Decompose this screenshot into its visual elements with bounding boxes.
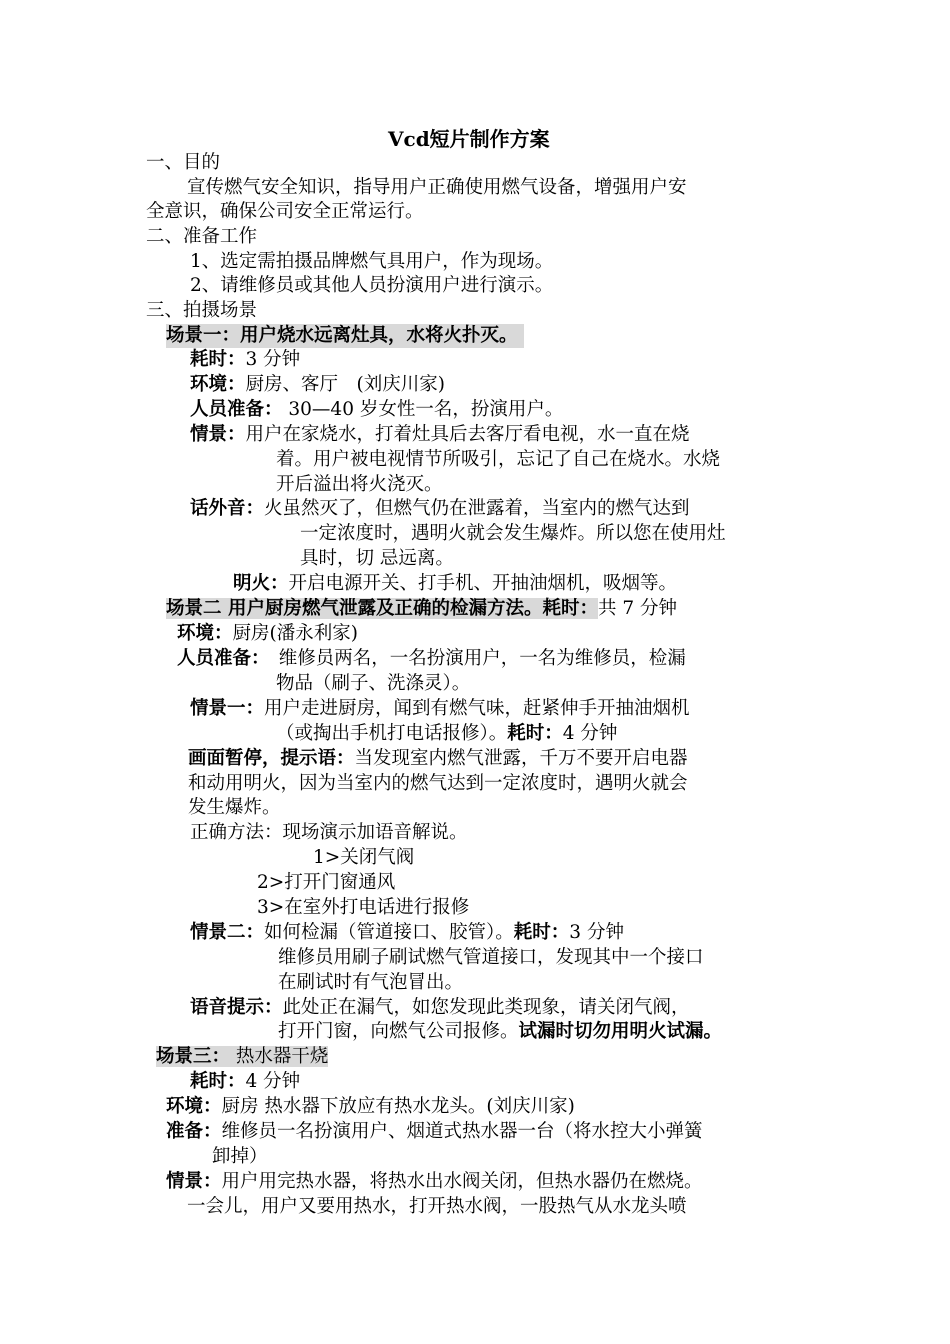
paragraph-line: 发生爆炸。: [188, 797, 281, 818]
paragraph-line: 一定浓度时，遇明火就会发生爆炸。所以您在使用灶: [300, 523, 726, 544]
label: 耗时：: [513, 922, 570, 943]
label: 耗时：: [190, 349, 246, 370]
value: 4 分钟: [245, 1071, 301, 1092]
page-title: Vcd短片制作方案: [388, 127, 550, 151]
value: 3 分钟: [245, 349, 301, 370]
paragraph-line: 卸掉）: [212, 1146, 268, 1167]
scene2-method-intro: 正确方法：现场演示加语音解说。: [190, 822, 468, 843]
label: 话外音：: [190, 498, 265, 519]
scene3-heading-row: [156, 1045, 328, 1069]
scene2-plot1-cont: [276, 722, 617, 746]
scene2-voice-tip-cont: [278, 1020, 722, 1044]
value: 用户用完热水器，将热水出水阀关闭，但热水器仍在燃烧。: [221, 1171, 703, 1192]
warning: 试漏时切勿用明火试漏。: [518, 1021, 723, 1042]
paragraph-line: 宣传燃气安全知识，指导用户正确使用燃气设备，增强用户安: [187, 177, 687, 198]
paragraph-line: 和动用明火，因为当室内的燃气达到一定浓度时，遇明火就会: [188, 773, 688, 794]
scene3-plot: [166, 1170, 703, 1194]
label: 情景二：: [190, 922, 265, 943]
value: 火虽然灭了，但燃气仍在泄露着，当室内的燃气达到: [264, 498, 690, 519]
value: 维修员两名，一名扮演用户，一名为维修员，检漏: [260, 648, 686, 669]
value: 用户在家烧水，打着灶具后去客厅看电视，水一直在烧: [245, 424, 690, 445]
paragraph-line: 维修员用刷子刷试燃气管道接口，发现其中一个接口: [278, 947, 704, 968]
value: 厨房、客厅 (刘庆川家): [245, 374, 445, 395]
value: 打开门窗，向燃气公司报修。: [278, 1021, 519, 1042]
value: 开启电源开关、打手机、开抽油烟机，吸烟等。: [288, 573, 678, 594]
scene1-staff: [190, 398, 563, 422]
paragraph-line: 全意识，确保公司安全正常运行。: [146, 201, 424, 222]
scene3-heading: [156, 1046, 328, 1067]
value: 3 分钟: [569, 922, 624, 943]
scene2-plot2: [190, 921, 624, 945]
value: 如何检漏（管道接口、胶管）。: [264, 922, 514, 943]
scene2-pause: [188, 747, 688, 771]
scene3-environment: [166, 1095, 575, 1119]
value: 此处正在漏气，如您发现此类现象，请关闭气阀，: [282, 997, 690, 1018]
label: 环境：: [166, 1096, 222, 1117]
scene1-heading: 场景一：用户烧水远离灶具，水将火扑灭。: [166, 324, 524, 348]
paragraph-line: 具时，切 忌远离。: [300, 548, 454, 569]
section-heading-scenes: 三、拍摄场景: [146, 300, 258, 321]
scene2-staff: [177, 647, 686, 671]
label: 人员准备：: [190, 399, 283, 420]
scene3-preparation: [166, 1120, 703, 1144]
scene3-time: [190, 1070, 300, 1094]
scene1-time: [190, 348, 300, 372]
scene1-environment: [190, 373, 445, 397]
value: 用户走进厨房，闻到有燃气味，赶紧伸手开抽油烟机: [264, 698, 690, 719]
list-item: 2、请维修员或其他人员扮演用户进行演示。: [190, 275, 554, 296]
label: 人员准备：: [177, 648, 261, 669]
label: 环境：: [190, 374, 246, 395]
scene2-plot1: [190, 697, 690, 721]
paragraph-line: 物品（刷子、洗涤灵）。: [276, 673, 471, 694]
section-heading-preparation: 二、准备工作: [146, 226, 258, 247]
paragraph-line: 开后溢出将火浇灭。: [276, 474, 443, 495]
value: 热水器干烧: [230, 1046, 329, 1067]
scene2-environment: [177, 622, 358, 646]
value: 当发现室内燃气泄露，千万不要开启电器: [354, 748, 688, 769]
label: 语音提示：: [190, 997, 283, 1018]
list-item: 2>打开门窗通风: [257, 872, 396, 893]
section-heading-purpose: 一、目的: [146, 152, 221, 173]
label: 画面暂停，提示语：: [188, 748, 355, 769]
label: 情景：: [190, 424, 246, 445]
scene2-heading-time: 共 7 分钟: [597, 598, 677, 619]
label: 情景：: [166, 1171, 222, 1192]
value: 厨房(潘永利家): [232, 623, 358, 644]
label: 准备：: [166, 1121, 222, 1142]
list-item: 1、选定需拍摄品牌燃气具用户，作为现场。: [190, 251, 554, 272]
label: 场景三：: [156, 1046, 231, 1067]
paragraph-line: 着。用户被电视情节所吸引，忘记了自己在烧水。水烧: [276, 449, 721, 470]
label: 耗时：: [190, 1071, 246, 1092]
label: 耗时：: [507, 723, 563, 744]
list-item: 3>在室外打电话进行报修: [257, 897, 470, 918]
value: 4 分钟: [562, 723, 618, 744]
list-item: 1>关闭气阀: [313, 847, 415, 868]
value: 厨房 热水器下放应有热水龙头。(刘庆川家): [221, 1096, 575, 1117]
paragraph-line: 一会儿，用户又要用热水，打开热水阀，一股热气从水龙头喷: [187, 1196, 687, 1217]
value: 30—40 岁女性一名，扮演用户。: [282, 399, 564, 420]
label: 环境：: [177, 623, 233, 644]
label: 情景一：: [190, 698, 265, 719]
value: （或掏出手机打电话报修）。: [276, 723, 508, 744]
scene1-open-fire: [233, 572, 677, 596]
scene2-heading-row: [166, 597, 677, 621]
label: 明火：: [233, 573, 289, 594]
value: 维修员一名扮演用户、烟道式热水器一台（将水控大小弹簧: [221, 1121, 703, 1142]
scene2-voice-tip: [190, 996, 690, 1020]
scene2-heading: 场景二 用户厨房燃气泄露及正确的检漏方法。耗时：: [166, 598, 598, 619]
paragraph-line: 在刷试时有气泡冒出。: [278, 972, 464, 993]
scene1-plot: [190, 423, 690, 447]
scene1-voiceover: [190, 497, 690, 521]
